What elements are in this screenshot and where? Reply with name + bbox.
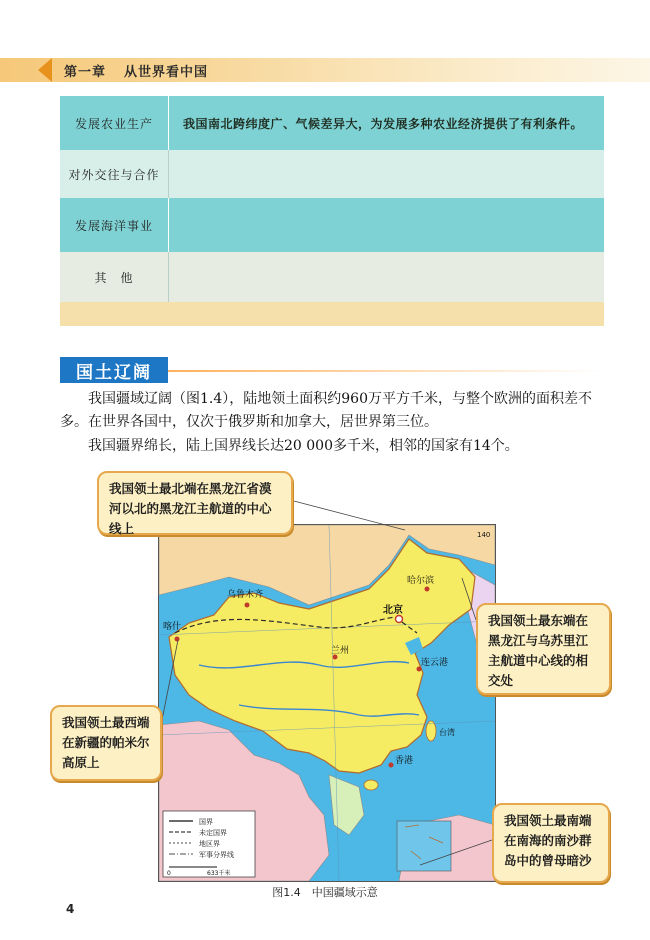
callout-southernmost: 我国领土最南端在南海的南沙群岛中的曾母暗沙 — [492, 803, 610, 883]
chapter-name: 从世界看中国 — [124, 65, 209, 80]
table-row-content: 我国南北跨纬度广、气候差异大，为发展多种农业经济提供了有利条件。 — [168, 96, 604, 150]
table-row-label: 发展农业生产 — [74, 116, 153, 131]
chapter-arrow-icon — [38, 58, 52, 82]
city-label: 乌鲁木齐 — [227, 590, 264, 600]
table-row-label: 对外交往与合作 — [68, 167, 160, 182]
city-marker — [175, 637, 180, 642]
section-title: 国土辽阔 — [60, 357, 168, 383]
table-row — [60, 198, 604, 252]
city-label: 兰州 — [331, 646, 350, 656]
city-marker — [245, 603, 250, 608]
table-row-content-empty — [168, 198, 604, 252]
city-label: 哈尔滨 — [407, 576, 435, 586]
page-number: 4 — [66, 902, 75, 916]
paragraph-border: 我国疆界绵长，陆上国界线长达20 000多千米，相邻的国家有14个。 — [88, 438, 519, 454]
city-label: 台湾 — [439, 728, 455, 737]
south-sea-islands-box — [397, 821, 451, 871]
map-graphic — [159, 525, 495, 881]
legend-label: 军事分界线 — [199, 851, 234, 859]
chapter-number: 第一章 — [64, 65, 107, 80]
table-row-content-empty — [168, 150, 604, 198]
legend-label: 地区界 — [199, 840, 220, 848]
table-footer-strip — [60, 302, 604, 326]
city-marker — [425, 587, 430, 592]
city-marker — [389, 763, 394, 768]
table-row-label: 发展海洋事业 — [74, 218, 153, 233]
china-territory-map — [158, 524, 496, 882]
legend-label: 未定国界 — [199, 829, 227, 837]
legend-label: 国界 — [199, 818, 213, 826]
figure-caption: 图1.4 中国疆域示意 — [272, 886, 378, 899]
city-label: 连云港 — [421, 658, 449, 668]
hainan-island — [364, 780, 378, 790]
callout-northernmost: 我国领土最北端在黑龙江省漠河以北的黑龙江主航道的中心线上 — [97, 471, 293, 535]
city-label: 喀什 — [163, 622, 182, 632]
land-significance-table — [60, 96, 604, 326]
table-row-content-empty — [168, 252, 604, 302]
legend-scale-start: 0 — [167, 870, 171, 877]
paragraph-area: 我国疆域辽阔（图1.4），陆地领土面积约960万平方千米，与整个欧洲的面积差不多。在世界各国中，仅次于俄罗斯和加拿大，居世界第三位。 — [60, 391, 592, 430]
table-row — [60, 96, 604, 150]
legend-scale-end: 633千米 — [207, 870, 231, 877]
callout-easternmost: 我国领土最东端在黑龙江与乌苏里江主航道中心线的相交处 — [476, 603, 611, 695]
callout-westernmost: 我国领土最西端在新疆的帕米尔高原上 — [50, 705, 162, 781]
longitude-tick: 140 — [477, 531, 491, 539]
table-row-label: 其 他 — [94, 270, 134, 285]
chapter-title — [64, 61, 208, 80]
section-divider — [168, 370, 604, 372]
table-row — [60, 252, 604, 302]
city-label: 香港 — [395, 756, 414, 766]
table-row — [60, 150, 604, 198]
capital-marker — [396, 616, 403, 623]
city-label: 北京 — [383, 605, 403, 616]
